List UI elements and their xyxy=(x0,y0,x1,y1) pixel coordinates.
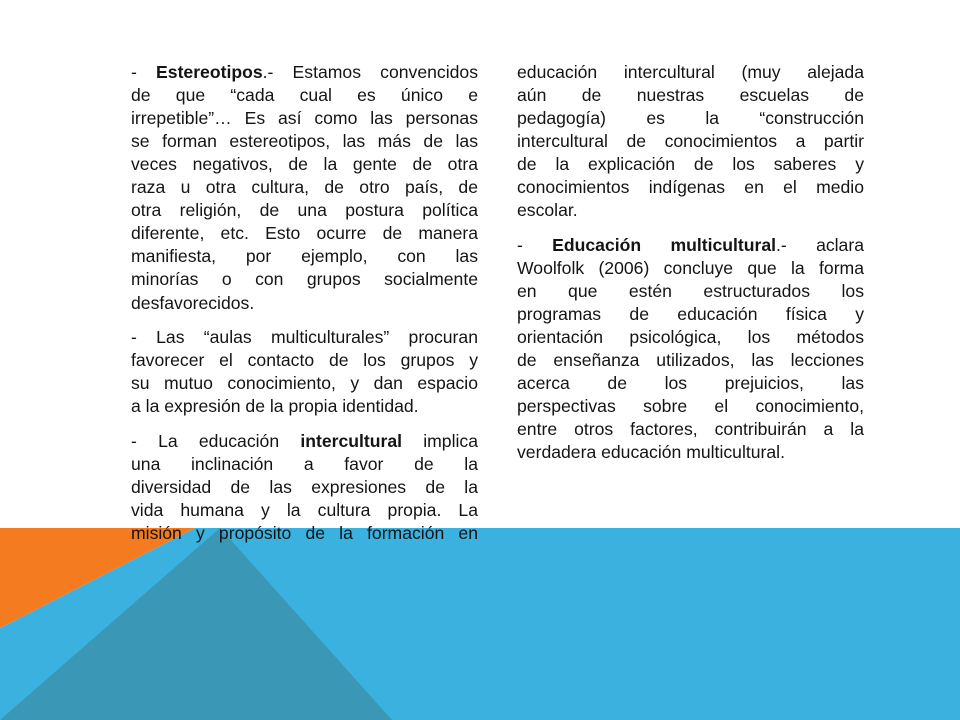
left-p1-line11: desfavorecidos. xyxy=(131,293,255,313)
right-p2-line10: verdadera educación multicultural. xyxy=(517,442,785,462)
right-p1-line2: aún de nuestras escuelas de xyxy=(517,85,864,105)
left-p1-line2: de que “cada cual es único e xyxy=(131,85,478,105)
right-p2-line8: perspectivas sobre el conocimiento, xyxy=(517,396,864,416)
left-p1-line5: veces negativos, de la gente de otra xyxy=(131,154,478,174)
right-p1-line3: pedagogía) es la “construcción xyxy=(517,108,864,128)
right-p2-line5: orientación psicológica, los métodos xyxy=(517,327,864,347)
right-p2-line4: programas de educación física y xyxy=(517,304,864,324)
left-p1-line4: se forman estereotipos, las más de las xyxy=(131,131,478,151)
left-p1-line1: - Estereotipos.- Estamos convencidos xyxy=(131,62,478,82)
left-p1-line6: raza u otra cultura, de otro país, de xyxy=(131,177,478,197)
right-p1-line1: educación intercultural (muy alejada xyxy=(517,62,864,82)
right-p2-line3: en que estén estructurados los xyxy=(517,281,864,301)
right-p2-line2: Woolfolk (2006) concluye que la forma xyxy=(517,258,864,278)
left-p3-line5: misión y propósito de la formación en xyxy=(131,523,478,543)
right-p2-line1: - Educación multicultural.- aclara xyxy=(517,235,864,255)
right-p2-line9: entre otros factores, contribuirán a la xyxy=(517,419,864,439)
left-p1-line10: minorías o con grupos socialmente xyxy=(131,269,478,289)
left-p2-line2: favorecer el contacto de los grupos y xyxy=(131,350,478,370)
multicultural-education-term: Educación multicultural xyxy=(552,235,777,255)
intercultural-term: intercultural xyxy=(300,431,403,451)
right-p2-line7: acerca de los prejuicios, las xyxy=(517,373,864,393)
left-p1-line9: manifiesta, por ejemplo, con las xyxy=(131,246,478,266)
left-p1-line3: irrepetible”… Es así como las personas xyxy=(131,108,478,128)
right-p1-line5: de la explicación de los saberes y xyxy=(517,154,864,174)
right-p1-line7: escolar. xyxy=(517,200,578,220)
left-p3-line3: diversidad de las expresiones de la xyxy=(131,477,478,497)
left-p1-line8: diferente, etc. Esto ocurre de manera xyxy=(131,223,478,243)
left-p2-line4: a la expresión de la propia identidad. xyxy=(131,396,419,416)
left-p2-line1: - Las “aulas multiculturales” procuran xyxy=(131,327,478,347)
left-p3-line4: vida humana y la cultura propia. La xyxy=(131,500,478,520)
stereotypes-term: Estereotipos xyxy=(156,62,263,82)
right-p1-line4: intercultural de conocimientos a partir xyxy=(517,131,864,151)
left-p3-line1: - La educación intercultural implica xyxy=(131,431,478,451)
left-p1-line7: otra religión, de una postura política xyxy=(131,200,478,220)
left-p2-line3: su mutuo conocimiento, y dan espacio xyxy=(131,373,478,393)
right-p2-line6: de enseñanza utilizados, las lecciones xyxy=(517,350,864,370)
right-p1-line6: conocimientos indígenas en el medio xyxy=(517,177,864,197)
left-p3-line2: una inclinación a favor de la xyxy=(131,454,478,474)
